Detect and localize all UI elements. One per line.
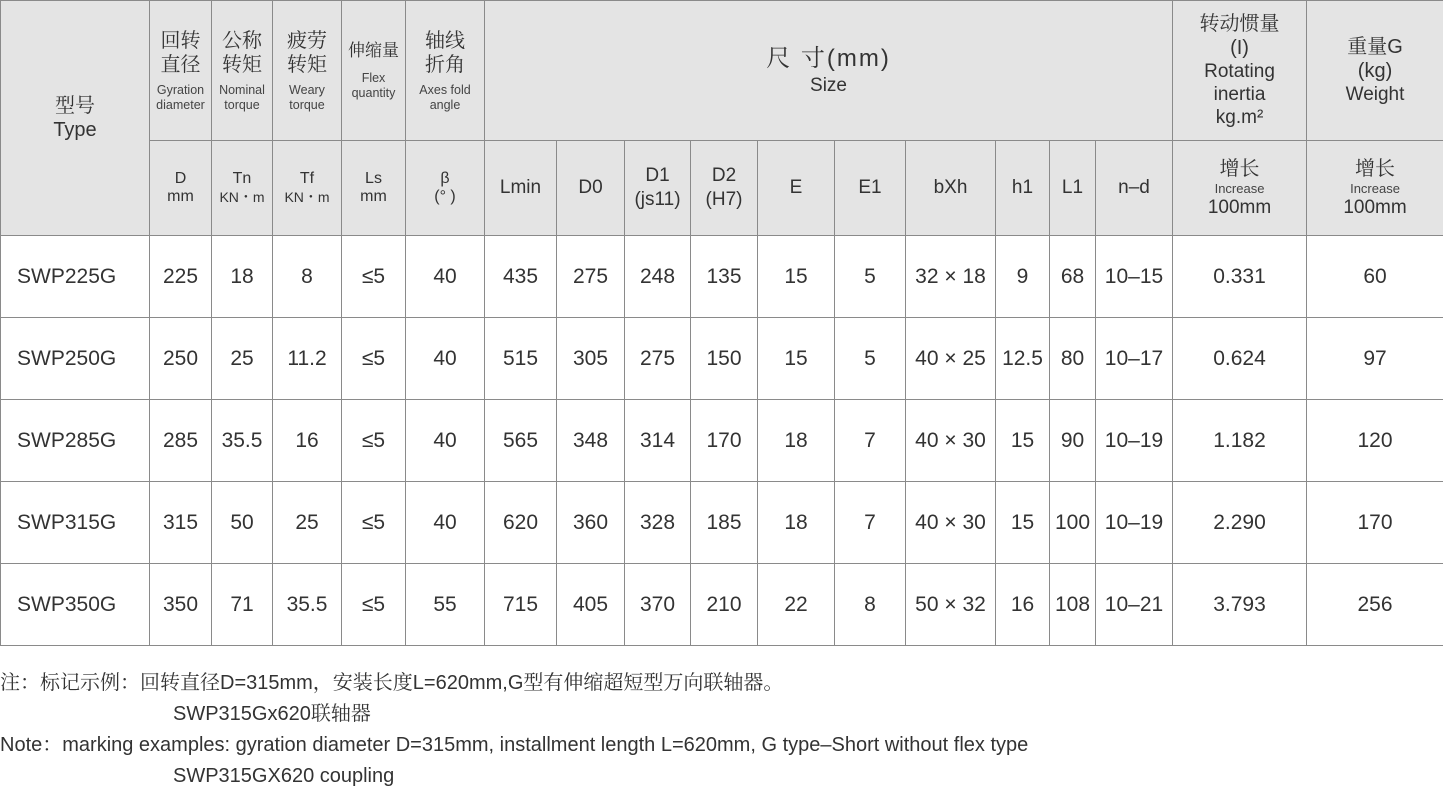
cell-e1: 8	[835, 564, 906, 646]
cell-d2: 135	[691, 236, 758, 318]
cell-type: SWP250G	[1, 318, 150, 400]
col-header-h1: h1	[996, 141, 1050, 236]
cell-weight: 97	[1307, 318, 1443, 400]
cell-ls: ≤5	[342, 564, 406, 646]
cell-nd: 10–19	[1096, 400, 1173, 482]
cell-d: 315	[150, 482, 212, 564]
cell-e: 18	[758, 400, 835, 482]
cell-e1: 7	[835, 482, 906, 564]
cell-beta: 40	[406, 236, 485, 318]
cell-bxh: 40 × 30	[906, 400, 996, 482]
cell-e: 22	[758, 564, 835, 646]
cell-h1: 12.5	[996, 318, 1050, 400]
cell-d0: 360	[557, 482, 625, 564]
cell-d0: 275	[557, 236, 625, 318]
cell-lmin: 435	[485, 236, 557, 318]
col-header-inertia-increase: 增长 Increase 100mm	[1173, 141, 1307, 236]
cell-beta: 40	[406, 318, 485, 400]
cell-weight: 120	[1307, 400, 1443, 482]
cell-type: SWP350G	[1, 564, 150, 646]
table-row	[1, 400, 1443, 482]
cell-d0: 305	[557, 318, 625, 400]
col-header-d0: D0	[557, 141, 625, 236]
cell-bxh: 40 × 25	[906, 318, 996, 400]
cell-beta: 40	[406, 482, 485, 564]
col-header-tf-unit: Tf KN・m	[273, 141, 342, 236]
note-en-line-1: Note：marking examples: gyration diameter D=315mm, installment length L=620mm, G type–Short without flex type	[0, 734, 1029, 756]
cell-inertia: 0.624	[1173, 318, 1307, 400]
notes-block	[0, 668, 1443, 792]
cell-ls: ≤5	[342, 482, 406, 564]
cell-tn: 71	[212, 564, 273, 646]
col-header-ls-unit: Ls mm	[342, 141, 406, 236]
cell-weight: 256	[1307, 564, 1443, 646]
cell-e: 18	[758, 482, 835, 564]
cell-d1: 248	[625, 236, 691, 318]
cell-bxh: 40 × 30	[906, 482, 996, 564]
col-header-nd: n–d	[1096, 141, 1173, 236]
cell-lmin: 620	[485, 482, 557, 564]
cell-d1: 328	[625, 482, 691, 564]
cell-l1: 68	[1050, 236, 1096, 318]
header-row-top	[1, 1, 1443, 141]
col-header-weight: 重量G (kg) Weight	[1307, 1, 1443, 141]
cell-ls: ≤5	[342, 400, 406, 482]
cell-e1: 5	[835, 318, 906, 400]
cell-h1: 16	[996, 564, 1050, 646]
cell-tf: 16	[273, 400, 342, 482]
col-header-size: 尺 寸(mm) Size	[485, 1, 1173, 141]
cell-type: SWP225G	[1, 236, 150, 318]
note-zh-prefix: 注：	[0, 672, 40, 694]
cell-nd: 10–17	[1096, 318, 1173, 400]
note-zh-line-2: SWP315Gx620联轴器	[173, 703, 371, 725]
col-header-l1: L1	[1050, 141, 1096, 236]
cell-lmin: 565	[485, 400, 557, 482]
cell-lmin: 515	[485, 318, 557, 400]
cell-bxh: 50 × 32	[906, 564, 996, 646]
cell-weight: 170	[1307, 482, 1443, 564]
cell-inertia: 3.793	[1173, 564, 1307, 646]
cell-tf: 11.2	[273, 318, 342, 400]
cell-ls: ≤5	[342, 318, 406, 400]
cell-tn: 25	[212, 318, 273, 400]
cell-l1: 100	[1050, 482, 1096, 564]
cell-beta: 55	[406, 564, 485, 646]
cell-tf: 25	[273, 482, 342, 564]
note-zh-text: 标记示例：回转直径D=315mm，安装长度L=620mm,G型有伸缩超短型万向联轴器。	[40, 672, 784, 694]
cell-nd: 10–15	[1096, 236, 1173, 318]
cell-e1: 5	[835, 236, 906, 318]
cell-d2: 210	[691, 564, 758, 646]
cell-l1: 80	[1050, 318, 1096, 400]
cell-d1: 314	[625, 400, 691, 482]
cell-d0: 348	[557, 400, 625, 482]
note-en-line-2: SWP315GX620 coupling	[173, 765, 395, 787]
col-header-d2: D2 (H7)	[691, 141, 758, 236]
cell-d1: 275	[625, 318, 691, 400]
table-row	[1, 236, 1443, 318]
cell-d0: 405	[557, 564, 625, 646]
col-header-e1: E1	[835, 141, 906, 236]
cell-d2: 185	[691, 482, 758, 564]
cell-e: 15	[758, 236, 835, 318]
col-header-e: E	[758, 141, 835, 236]
col-header-flex-quantity: 伸缩量 Flex quantity	[342, 1, 406, 141]
col-header-beta-unit: β (° )	[406, 141, 485, 236]
table-row	[1, 482, 1443, 564]
cell-tf: 35.5	[273, 564, 342, 646]
cell-type: SWP315G	[1, 482, 150, 564]
col-header-d-unit: D mm	[150, 141, 212, 236]
cell-d1: 370	[625, 564, 691, 646]
col-header-tn-unit: Tn KN・m	[212, 141, 273, 236]
cell-type: SWP285G	[1, 400, 150, 482]
table-row	[1, 564, 1443, 646]
note-zh-line-1	[0, 668, 1443, 699]
cell-h1: 9	[996, 236, 1050, 318]
cell-d: 225	[150, 236, 212, 318]
cell-d2: 150	[691, 318, 758, 400]
col-header-nominal-torque: 公称 转矩 Nominal torque	[212, 1, 273, 141]
cell-inertia: 0.331	[1173, 236, 1307, 318]
col-header-bxh: bXh	[906, 141, 996, 236]
cell-d: 285	[150, 400, 212, 482]
col-header-gyration-diameter: 回转 直径 Gyration diameter	[150, 1, 212, 141]
cell-ls: ≤5	[342, 236, 406, 318]
cell-lmin: 715	[485, 564, 557, 646]
cell-nd: 10–19	[1096, 482, 1173, 564]
col-header-weight-increase: 增长 Increase 100mm	[1307, 141, 1443, 236]
cell-tf: 8	[273, 236, 342, 318]
cell-tn: 35.5	[212, 400, 273, 482]
col-header-type: 型号 Type	[1, 1, 150, 236]
table-row	[1, 318, 1443, 400]
cell-l1: 108	[1050, 564, 1096, 646]
col-header-weary-torque: 疲劳 转矩 Weary torque	[273, 1, 342, 141]
col-header-lmin: Lmin	[485, 141, 557, 236]
cell-d2: 170	[691, 400, 758, 482]
col-header-axes-fold-angle: 轴线 折角 Axes fold angle	[406, 1, 485, 141]
cell-nd: 10–21	[1096, 564, 1173, 646]
col-header-d1: D1 (js11)	[625, 141, 691, 236]
cell-l1: 90	[1050, 400, 1096, 482]
cell-weight: 60	[1307, 236, 1443, 318]
cell-tn: 50	[212, 482, 273, 564]
cell-e1: 7	[835, 400, 906, 482]
cell-d: 250	[150, 318, 212, 400]
cell-h1: 15	[996, 400, 1050, 482]
cell-d: 350	[150, 564, 212, 646]
header-row-bottom	[1, 141, 1443, 236]
cell-inertia: 1.182	[1173, 400, 1307, 482]
cell-beta: 40	[406, 400, 485, 482]
cell-inertia: 2.290	[1173, 482, 1307, 564]
cell-h1: 15	[996, 482, 1050, 564]
cell-tn: 18	[212, 236, 273, 318]
col-header-rotating-inertia: 转动惯量 (I) Rotating inertia kg.m²	[1173, 1, 1307, 141]
cell-bxh: 32 × 18	[906, 236, 996, 318]
cell-e: 15	[758, 318, 835, 400]
